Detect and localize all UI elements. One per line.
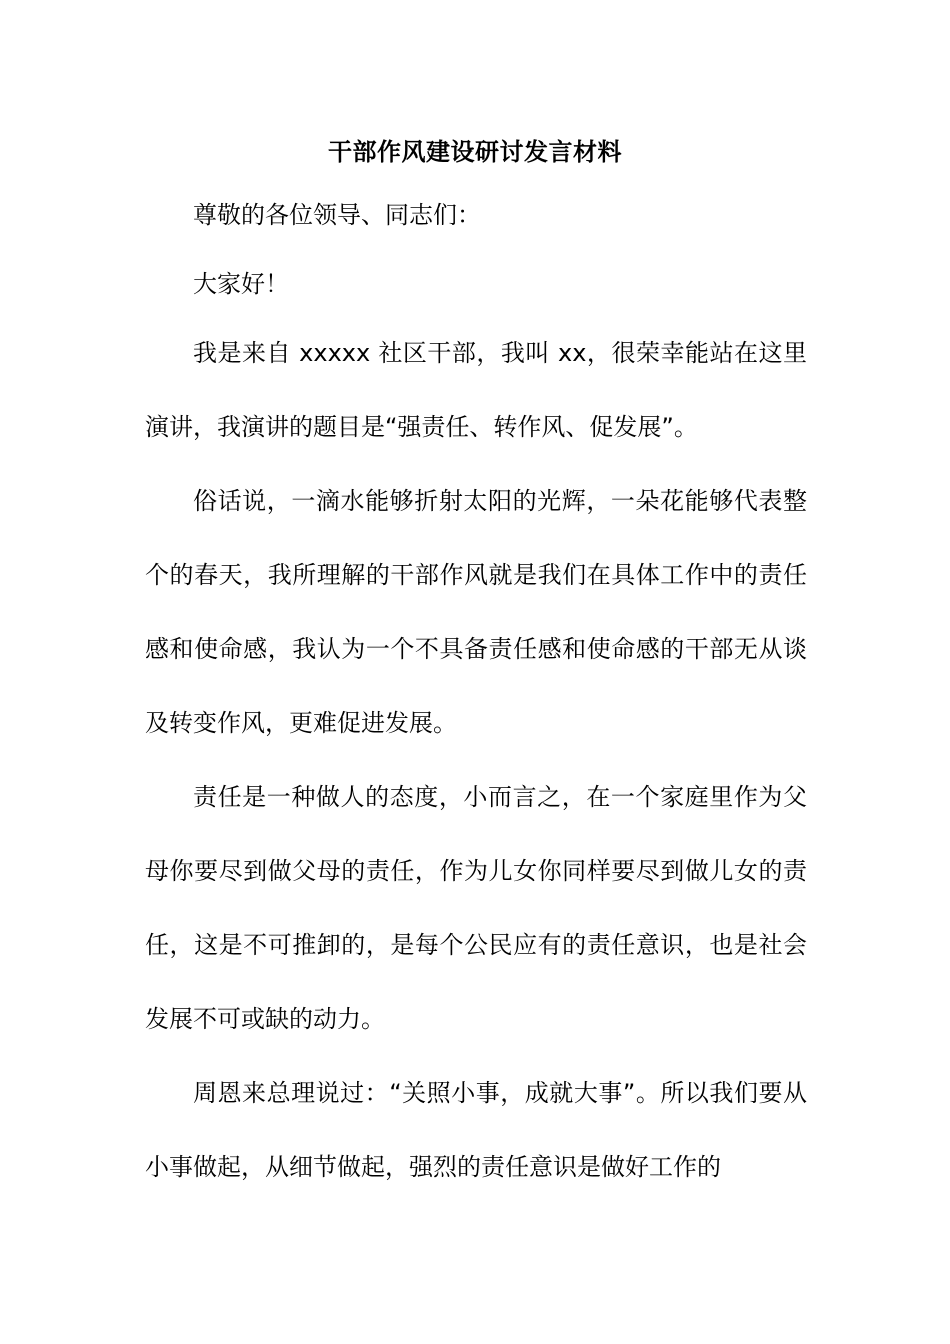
paragraph-quote: 周恩来总理说过：“关照小事，成就大事”。所以我们要从小事做起，从细节做起，强烈的责任意识是做好工作的 — [145, 1079, 807, 1181]
paragraph-salutation: 尊敬的各位领导、同志们： — [193, 201, 481, 229]
paragraph-greeting: 大家好！ — [193, 270, 289, 298]
document-title: 干部作风建设研讨发言材料 — [328, 138, 622, 166]
document-body — [145, 197, 807, 1204]
paragraph-responsibility: 责任是一种做人的态度，小而言之，在一个家庭里作为父母你要尽到做父母的责任，作为儿女你同样要尽到做儿女的责任，这是不可推卸的，是每个公民应有的责任意识，也是社会发展不可或缺的动力。 — [145, 783, 807, 1033]
paragraph-proverb: 俗话说，一滴水能够折射太阳的光辉，一朵花能够代表整个的春天，我所理解的干部作风就是我们在具体工作中的责任感和使命感，我认为一个不具备责任感和使命感的干部无从谈及转变作风，更难促进发展。 — [145, 487, 807, 737]
paragraph-intro: 我是来自 xxxxx 社区干部，我叫 xx，很荣幸能站在这里演讲，我演讲的题目是“强责任、转作风、促发展”。 — [145, 339, 807, 441]
